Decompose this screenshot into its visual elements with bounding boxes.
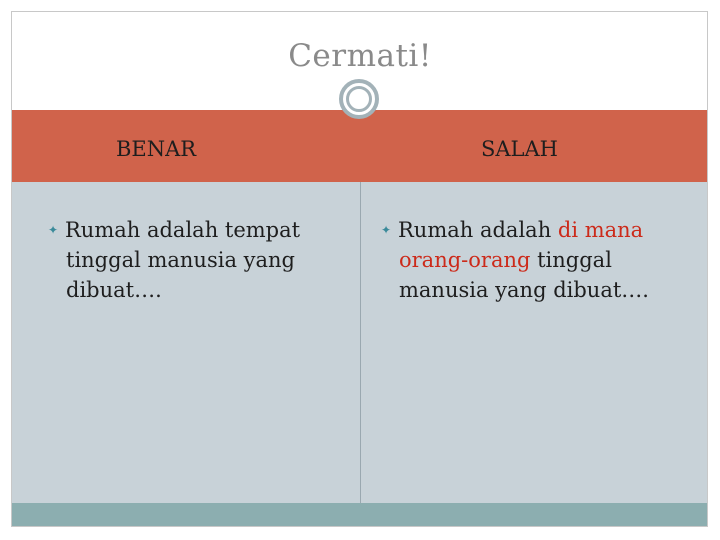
ring-ornament-icon xyxy=(339,79,379,119)
bullet-text-part: Rumah adalah xyxy=(398,218,558,242)
slide-title: Cermati! xyxy=(288,38,432,74)
cell-benar xyxy=(48,215,338,305)
cell-salah xyxy=(381,215,691,305)
bullet-text-part: tinggal manusia yang dibuat…. xyxy=(399,248,649,302)
column-header-benar: BENAR xyxy=(116,137,197,161)
column-divider xyxy=(360,182,361,503)
bullet-item xyxy=(48,215,338,305)
bullet-icon: ✦ xyxy=(381,223,392,237)
footer-band xyxy=(12,503,707,526)
highlighted-text: di mana orang-orang xyxy=(399,218,644,272)
bullet-text: Rumah adalah tempat tinggal manusia yang dibuat…. xyxy=(65,218,301,302)
column-header-salah: SALAH xyxy=(481,137,558,161)
bullet-item xyxy=(381,215,691,305)
bullet-icon: ✦ xyxy=(48,223,59,237)
